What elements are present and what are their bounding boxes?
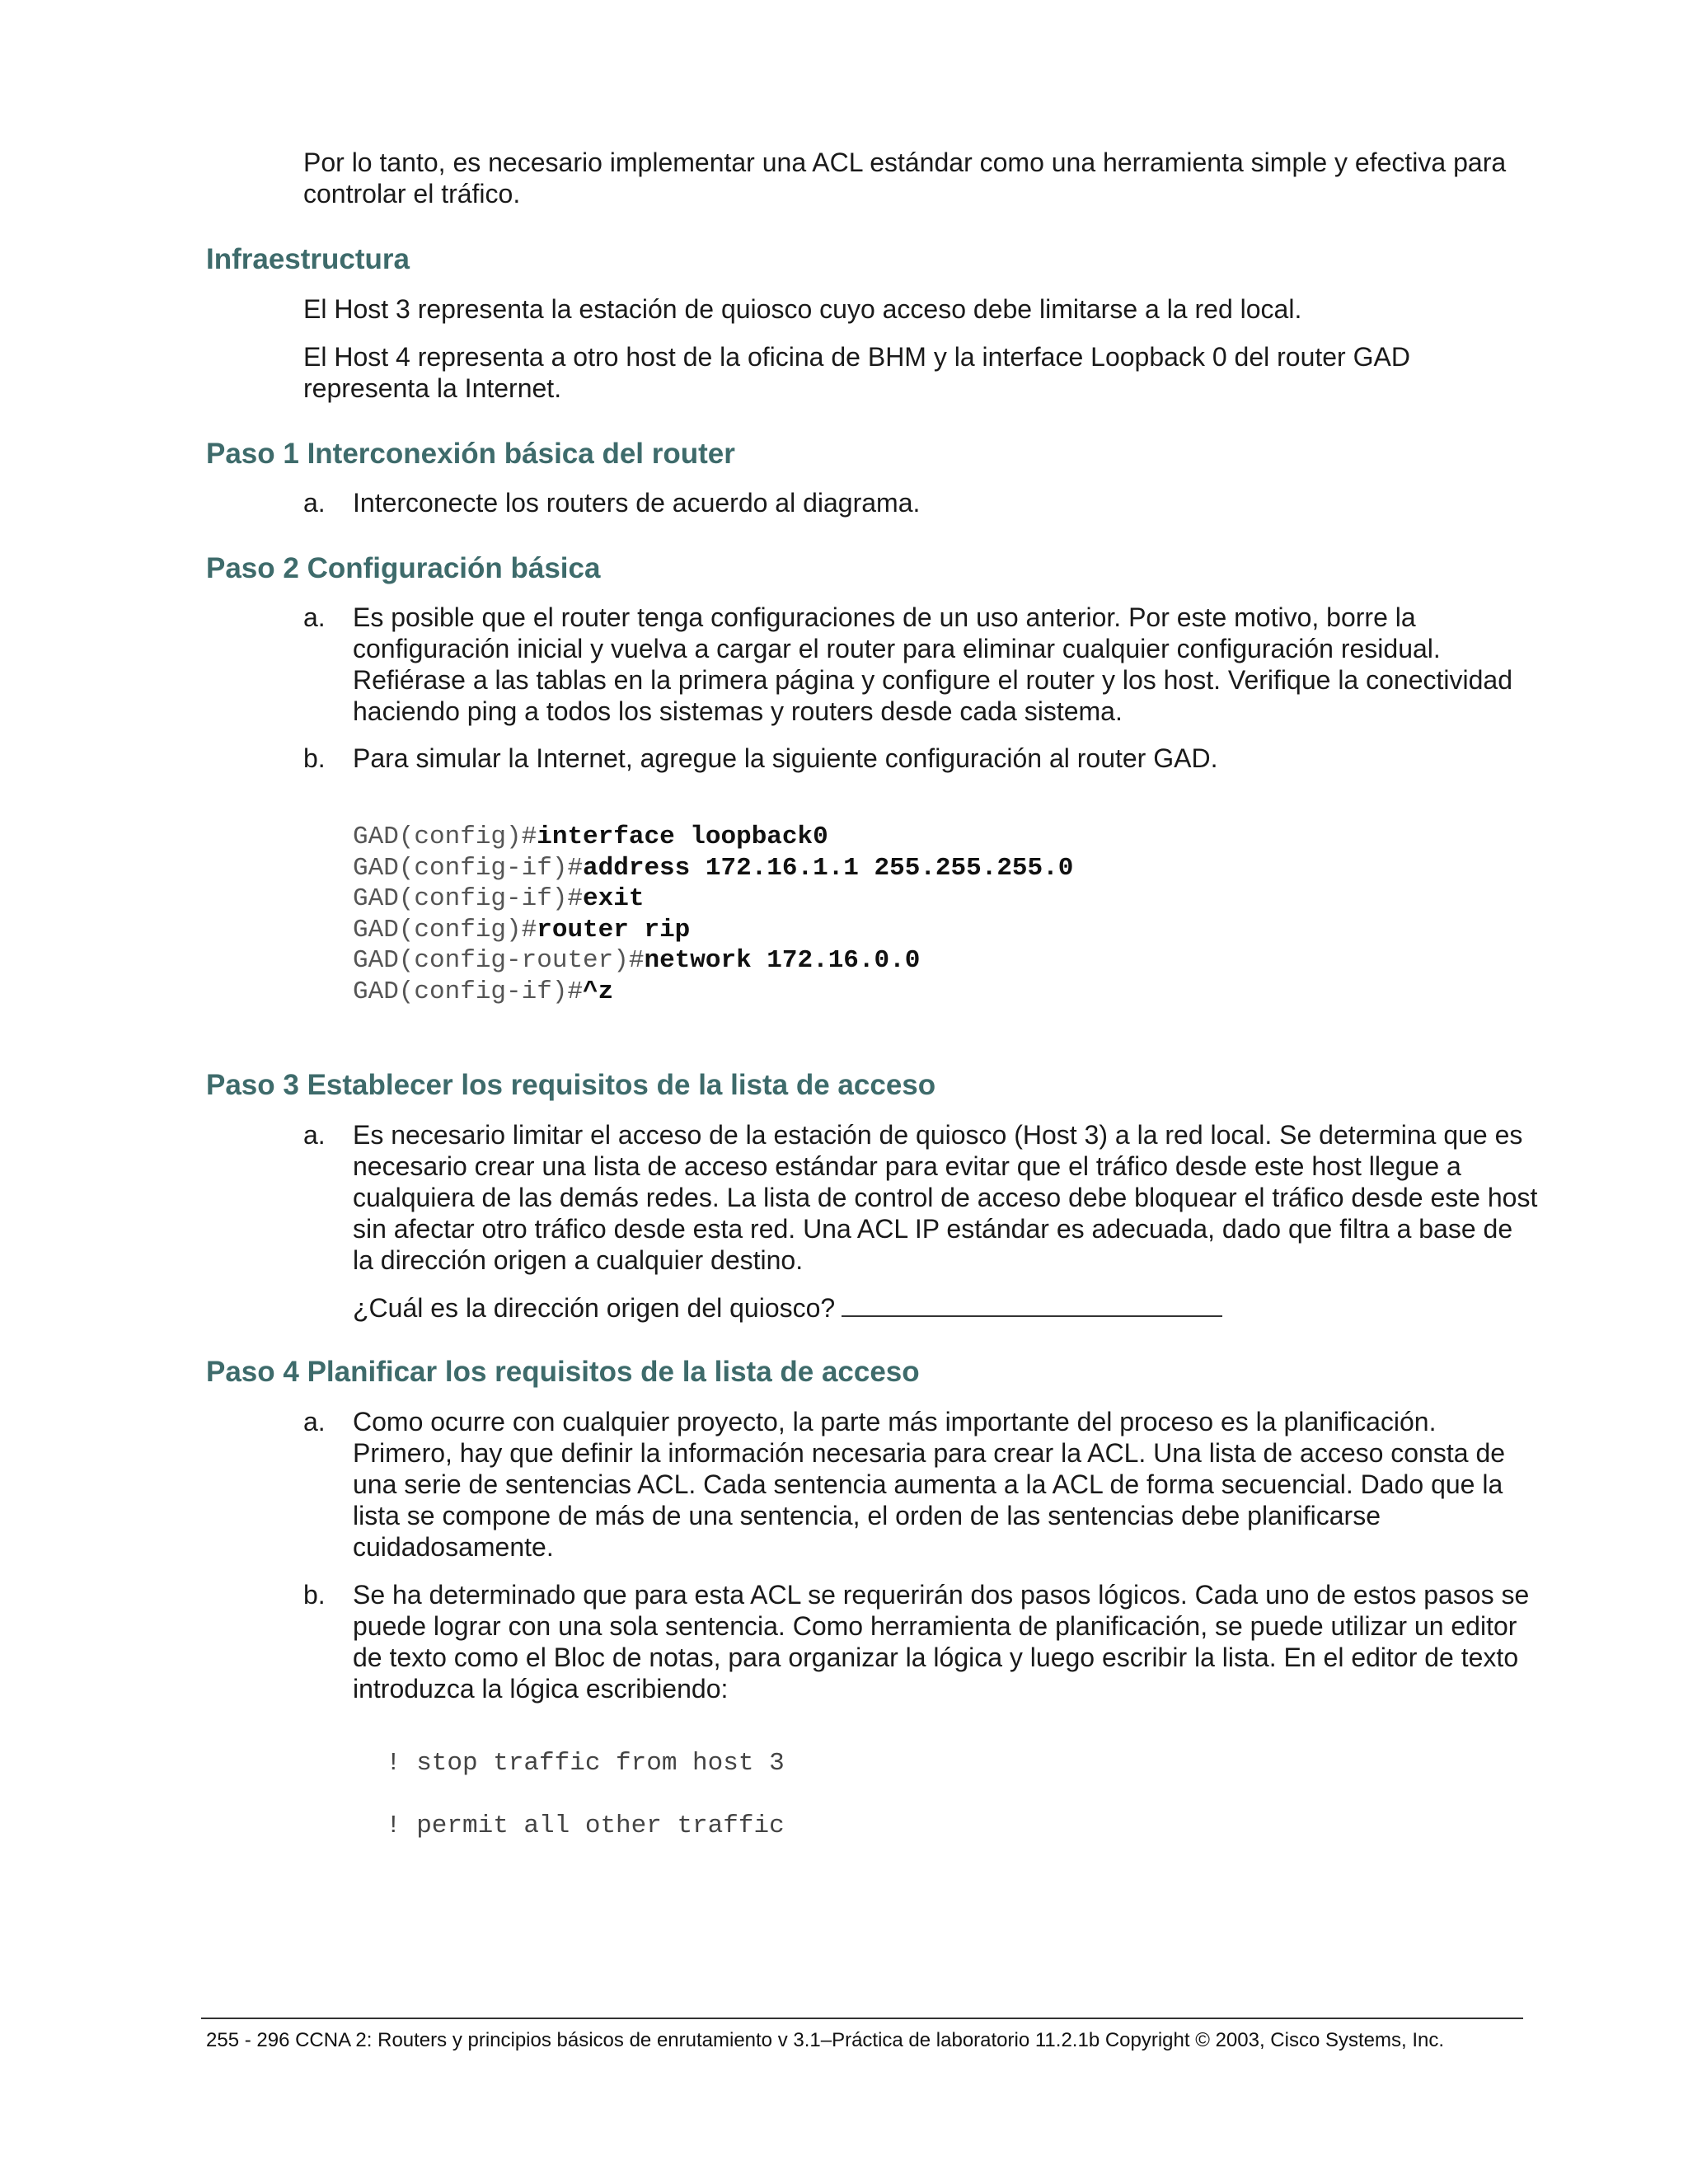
heading-step-1: Paso 1 Interconexión básica del router <box>206 438 735 470</box>
step2-item-a <box>303 602 1540 727</box>
heading-step-4: Paso 4 Planificar los requisitos de la lista de acceso <box>206 1356 920 1388</box>
list-item-text: Como ocurre con cualquier proyecto, la parte más importante del proceso es la planificación. Primero, hay que definir la información necesaria para crear la ACL. Una lista de acceso consta de una serie de sentencias ACL. Cada sentencia aumenta a la ACL de forma secuencial. Dado que la lista se compone de más de una sentencia, el orden de las sentencias debe planificarse cuidadosamente. <box>353 1407 1506 1562</box>
step3-item-a <box>303 1119 1540 1276</box>
kiosk-address-question <box>353 1291 1589 1324</box>
list-item-text: Se ha determinado que para esta ACL se requerirán dos pasos lógicos. Cada uno de estos pasos se puede lograr con una sola sentencia. Como herramienta de planificación, se puede utilizar un editor de texto como el Bloc de notas, para organizar la lógica y luego escribir la lista. En el editor de texto introduzca la lógica escribiendo: <box>353 1580 1530 1704</box>
list-marker: b. <box>303 743 326 773</box>
intro-paragraph: Por lo tanto, es necesario implementar una ACL estándar como una herramienta simple y efectiva para controlar el tráfico. <box>303 148 1507 209</box>
step4-item-a <box>303 1406 1540 1563</box>
infra-paragraph-1: El Host 3 representa la estación de quiosco cuyo acceso debe limitarse a la red local. <box>303 294 1302 324</box>
step4-item-b <box>303 1579 1540 1704</box>
list-item-text: Es posible que el router tenga configuraciones de un uso anterior. Por este motivo, borre la configuración inicial y vuelva a cargar el router para eliminar cualquier configuración residual. Refiérase a las tablas en la primera página y configure el router y los host. Verifique la conectividad haciendo ping a todos los sistemas y routers desde cada sistema. <box>353 602 1512 726</box>
code-line: GAD(config)#router rip <box>353 915 691 944</box>
list-marker: a. <box>303 488 326 518</box>
list-marker: a. <box>303 1407 326 1436</box>
heading-step-3: Paso 3 Establecer los requisitos de la lista de acceso <box>206 1069 936 1101</box>
list-marker: a. <box>303 1120 326 1150</box>
list-item-text: Para simular la Internet, agregue la siguiente configuración al router GAD. <box>353 743 1218 773</box>
code-line: GAD(config)#interface loopback0 <box>353 823 828 851</box>
footer-rule <box>201 2018 1523 2019</box>
infra-paragraph-2: El Host 4 representa a otro host de la oficina de BHM y la interface Loopback 0 del router GAD representa la Internet. <box>303 342 1410 403</box>
heading-step-2: Paso 2 Configuración básica <box>206 552 601 584</box>
list-item-text: Interconecte los routers de acuerdo al diagrama. <box>353 488 921 518</box>
step2-item-b <box>303 743 1540 774</box>
step1-item-a <box>303 487 1540 518</box>
code-line: GAD(config-if)#exit <box>353 884 645 913</box>
question-text: ¿Cuál es la dirección origen del quiosco? <box>353 1293 836 1323</box>
answer-blank[interactable] <box>842 1291 1222 1317</box>
logic-line-1: ! stop traffic from host 3 <box>386 1749 785 1778</box>
code-line: GAD(config-if)#address 172.16.1.1 255.255.255.0 <box>353 853 1074 883</box>
code-line: GAD(config-if)#^z <box>353 977 614 1006</box>
list-item-text: Es necesario limitar el acceso de la estación de quiosco (Host 3) a la red local. Se determina que es necesario crear una lista de acceso estándar para evitar que el tráfico desde este host llegue a cualquiera de las demás redes. La lista de control de acceso debe bloquear el tráfico desde este host sin afectar otro tráfico desde esta red. Una ACL IP estándar es adecuada, dado que filtra a base de la dirección origen a cualquier destino. <box>353 1120 1538 1275</box>
heading-infraestructura: Infraestructura <box>206 243 410 275</box>
code-line: GAD(config-router)#network 172.16.0.0 <box>353 946 921 975</box>
config-code-block <box>353 822 1073 1007</box>
page-footer: 255 - 296 CCNA 2: Routers y principios básicos de enrutamiento v 3.1–Práctica de laboratorio 11.2.1b Copyright © 2003, Cisco Systems, Inc. <box>206 2029 1445 2051</box>
logic-line-2: ! permit all other traffic <box>386 1811 785 1840</box>
list-marker: a. <box>303 602 326 632</box>
list-marker: b. <box>303 1580 326 1610</box>
